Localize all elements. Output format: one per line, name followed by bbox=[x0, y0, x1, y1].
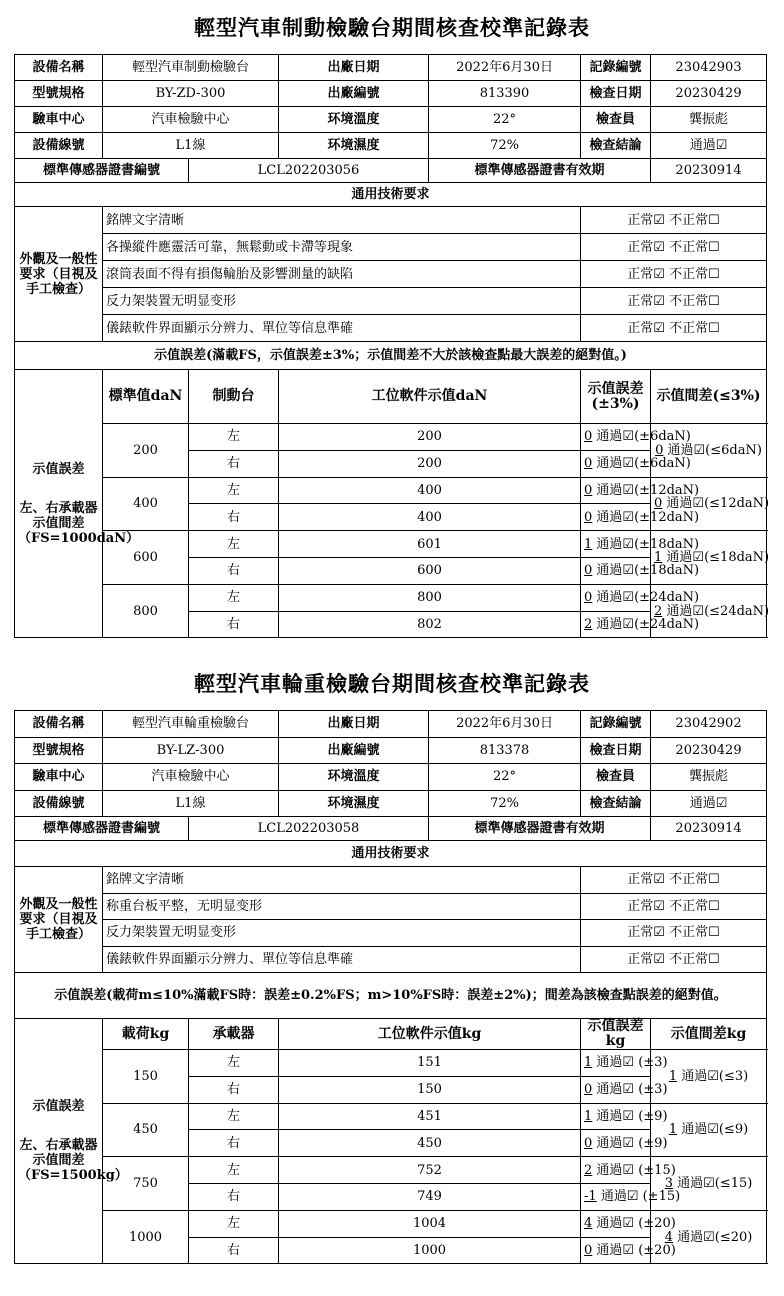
error-cell bbox=[581, 1103, 668, 1130]
info-value: 龔振彪 bbox=[651, 107, 767, 133]
error-rule-row bbox=[15, 342, 767, 370]
difference-pass-text: 通過☑(≤15) bbox=[672, 1175, 753, 1191]
info-value: 2022年6月30日 bbox=[429, 55, 581, 81]
appearance-item-status: 正常☑ 不正常☐ bbox=[581, 288, 767, 315]
side-cell: 右 bbox=[189, 1130, 279, 1157]
appearance-item-status: 正常☑ 不正常☐ bbox=[581, 261, 767, 288]
info-row bbox=[15, 107, 767, 133]
data-row bbox=[15, 477, 767, 504]
side-cell: 左 bbox=[189, 1050, 279, 1077]
info-label: 驗車中心 bbox=[15, 107, 103, 133]
appearance-item-status: 正常☑ 不正常☐ bbox=[581, 893, 767, 920]
standard-value: 750 bbox=[103, 1157, 189, 1211]
error-number: 1 bbox=[584, 1108, 593, 1124]
error-cell bbox=[581, 450, 691, 477]
side-cell: 右 bbox=[189, 1183, 279, 1210]
error-cell bbox=[581, 584, 700, 611]
info-label: 記錄編號 bbox=[581, 55, 651, 81]
info-value: 813378 bbox=[429, 737, 581, 764]
info-label: 型號規格 bbox=[15, 81, 103, 107]
indication-error-label-1: 示值誤差 bbox=[32, 1099, 85, 1115]
column-header: 標準值daN bbox=[103, 370, 189, 424]
general-requirements-header: 通用技術要求 bbox=[15, 841, 767, 867]
standard-value: 1000 bbox=[103, 1210, 189, 1264]
difference-number: 1 bbox=[668, 1122, 678, 1138]
appearance-item-text: 銘牌文字清晰 bbox=[103, 207, 581, 234]
cert-no-label: 標準傳感器證書編號 bbox=[15, 817, 189, 841]
reading-cell: 400 bbox=[279, 477, 581, 504]
reading-cell: 800 bbox=[279, 584, 581, 611]
side-cell: 右 bbox=[189, 450, 279, 477]
info-value: 72% bbox=[429, 133, 581, 159]
info-label: 檢查結論 bbox=[581, 790, 651, 817]
error-cell bbox=[581, 557, 700, 584]
error-cell bbox=[581, 477, 700, 504]
error-number: 0 bbox=[584, 1135, 593, 1151]
indication-error-label-1: 示值誤差 bbox=[32, 461, 85, 477]
standard-value: 800 bbox=[103, 584, 189, 638]
appearance-item-status: 正常☑ 不正常☐ bbox=[581, 207, 767, 234]
error-rule-text: 示值誤差(滿載FS，示值誤差±3%；示值間差不大於該檢查點最大誤差的絕對值。) bbox=[15, 342, 767, 370]
data-row bbox=[15, 1050, 767, 1077]
error-pass-text: 通過☑ (±3) bbox=[592, 1055, 668, 1071]
appearance-item-status: 正常☑ 不正常☐ bbox=[581, 315, 767, 342]
error-rule-row bbox=[15, 973, 767, 1019]
error-number: 0 bbox=[584, 509, 593, 525]
error-pass-text: 通過☑(±24daN) bbox=[592, 590, 700, 606]
side-cell: 右 bbox=[189, 557, 279, 584]
error-number: 0 bbox=[584, 1242, 593, 1258]
info-value: 20230429 bbox=[651, 737, 767, 764]
column-header: 示值間差(≤3%) bbox=[651, 370, 767, 424]
error-pass-text: 通過☑ (±15) bbox=[592, 1162, 676, 1178]
appearance-row bbox=[15, 893, 767, 920]
form-title: 輕型汽車制動檢驗台期間核查校準記錄表 bbox=[194, 15, 590, 40]
info-value: BY-ZD-300 bbox=[103, 81, 279, 107]
column-header: 載荷kg bbox=[103, 1019, 189, 1050]
info-value: 2022年6月30日 bbox=[429, 711, 581, 738]
error-pass-text: 通過☑(±18daN) bbox=[592, 536, 700, 552]
certificate-row bbox=[15, 817, 767, 841]
cert-valid-label: 標準傳感器證書有效期 bbox=[429, 159, 651, 183]
side-cell: 左 bbox=[189, 531, 279, 558]
info-value: 813390 bbox=[429, 81, 581, 107]
error-pass-text: 通過☑ (±20) bbox=[592, 1216, 676, 1232]
info-label: 环境濕度 bbox=[279, 133, 429, 159]
column-header: 示值誤差kg bbox=[581, 1019, 651, 1050]
info-row bbox=[15, 764, 767, 791]
reading-cell: 400 bbox=[279, 504, 581, 531]
difference-number: 3 bbox=[664, 1175, 673, 1191]
error-number: -1 bbox=[584, 1189, 597, 1205]
appearance-item-text: 各操縱件應靈活可靠，無鬆動或卡滯等現象 bbox=[103, 234, 581, 261]
error-rule-text: 示值誤差(載荷m≤10%滿載FS時：誤差±0.2%FS；m>10%FS時：誤差±2%)；間差為該檢查點誤差的絕對值。 bbox=[15, 973, 767, 1019]
info-value: BY-LZ-300 bbox=[103, 737, 279, 764]
info-value: 通過☑ bbox=[651, 790, 767, 817]
side-cell: 右 bbox=[189, 1076, 279, 1103]
error-pass-text: 通過☑ (±9) bbox=[592, 1108, 668, 1124]
info-label: 檢查結論 bbox=[581, 133, 651, 159]
info-label: 出廠日期 bbox=[279, 711, 429, 738]
error-number: 0 bbox=[584, 429, 593, 445]
error-cell bbox=[581, 1210, 676, 1237]
error-cell bbox=[581, 1237, 676, 1264]
difference-number: 1 bbox=[668, 1068, 678, 1084]
info-value: 23042903 bbox=[651, 55, 767, 81]
reading-cell: 1004 bbox=[279, 1210, 581, 1237]
info-label: 檢查日期 bbox=[581, 81, 651, 107]
difference-number: 1 bbox=[654, 549, 663, 565]
cert-valid-value: 20230914 bbox=[651, 817, 767, 841]
error-pass-text: 通過☑ (±15) bbox=[596, 1189, 681, 1205]
info-value: 輕型汽車輪重檢驗台 bbox=[103, 711, 279, 738]
appearance-item-text: 反力架裝置无明显变形 bbox=[103, 288, 581, 315]
appearance-item-status: 正常☑ 不正常☐ bbox=[581, 234, 767, 261]
side-cell: 左 bbox=[189, 424, 279, 451]
info-value: 龔振彪 bbox=[651, 764, 767, 791]
side-cell: 右 bbox=[189, 504, 279, 531]
side-cell: 右 bbox=[189, 611, 279, 638]
error-number: 0 bbox=[584, 456, 593, 472]
standard-value: 600 bbox=[103, 531, 189, 585]
error-cell bbox=[581, 1050, 668, 1077]
appearance-item-status: 正常☑ 不正常☐ bbox=[581, 920, 767, 947]
side-cell: 左 bbox=[189, 477, 279, 504]
reading-cell: 601 bbox=[279, 531, 581, 558]
appearance-label: 外觀及一般性要求（目視及手工檢查） bbox=[15, 207, 103, 342]
difference-number: 2 bbox=[654, 603, 663, 619]
cert-no-label: 標準傳感器證書編號 bbox=[15, 159, 189, 183]
reading-cell: 802 bbox=[279, 611, 581, 638]
info-label: 記錄編號 bbox=[581, 711, 651, 738]
cert-no-value: LCL202203056 bbox=[189, 159, 429, 183]
info-label: 出廠日期 bbox=[279, 55, 429, 81]
info-label: 設備線號 bbox=[15, 133, 103, 159]
reading-cell: 1000 bbox=[279, 1237, 581, 1264]
info-value: 72% bbox=[429, 790, 581, 817]
appearance-row bbox=[15, 234, 767, 261]
info-label: 檢查日期 bbox=[581, 737, 651, 764]
info-value: L1線 bbox=[103, 133, 279, 159]
info-value: L1線 bbox=[103, 790, 279, 817]
error-pass-text: 通過☑(±6daN) bbox=[592, 456, 691, 472]
data-row bbox=[15, 424, 767, 451]
appearance-row bbox=[15, 207, 767, 234]
section-header-row bbox=[15, 841, 767, 867]
column-header: 承載器 bbox=[189, 1019, 279, 1050]
general-requirements-header: 通用技術要求 bbox=[15, 183, 767, 207]
reading-cell: 450 bbox=[279, 1130, 581, 1157]
info-value: 20230429 bbox=[651, 81, 767, 107]
info-label: 設備名稱 bbox=[15, 55, 103, 81]
info-value: 汽車檢驗中心 bbox=[103, 764, 279, 791]
column-header: 制動台 bbox=[189, 370, 279, 424]
error-pass-text: 通過☑ (±20) bbox=[592, 1242, 676, 1258]
error-number: 4 bbox=[584, 1216, 593, 1232]
error-pass-text: 通過☑(±12daN) bbox=[592, 482, 700, 498]
reading-cell: 752 bbox=[279, 1157, 581, 1184]
info-label: 出廠編號 bbox=[279, 737, 429, 764]
appearance-item-text: 反力架裝置无明显变形 bbox=[103, 920, 581, 947]
reading-cell: 451 bbox=[279, 1103, 581, 1130]
appearance-row bbox=[15, 315, 767, 342]
difference-pass-text: 通過☑(≤12daN) bbox=[662, 496, 770, 512]
info-label: 驗車中心 bbox=[15, 764, 103, 791]
error-cell bbox=[581, 1076, 668, 1103]
record-table bbox=[14, 710, 767, 1264]
error-pass-text: 通過☑ (±3) bbox=[592, 1082, 668, 1098]
cert-valid-value: 20230914 bbox=[651, 159, 767, 183]
reading-cell: 200 bbox=[279, 450, 581, 477]
data-row bbox=[15, 1210, 767, 1237]
column-header-row bbox=[15, 370, 767, 424]
side-cell: 左 bbox=[189, 584, 279, 611]
appearance-row bbox=[15, 946, 767, 973]
difference-pass-text: 通過☑(≤20) bbox=[672, 1229, 753, 1245]
error-number: 0 bbox=[584, 1082, 593, 1098]
appearance-label: 外觀及一般性要求（目視及手工檢查） bbox=[15, 867, 103, 973]
side-cell: 左 bbox=[189, 1157, 279, 1184]
info-label: 檢查員 bbox=[581, 107, 651, 133]
appearance-item-text: 滾筒表面不得有損傷輪胎及影響測量的缺陷 bbox=[103, 261, 581, 288]
info-label: 設備名稱 bbox=[15, 711, 103, 738]
info-label: 环境濕度 bbox=[279, 790, 429, 817]
info-row bbox=[15, 790, 767, 817]
info-label: 出廠編號 bbox=[279, 81, 429, 107]
error-cell bbox=[581, 1183, 681, 1210]
difference-cell bbox=[651, 1050, 767, 1104]
error-number: 1 bbox=[584, 1055, 593, 1071]
appearance-row bbox=[15, 288, 767, 315]
error-number: 0 bbox=[584, 563, 593, 579]
info-row bbox=[15, 81, 767, 107]
side-cell: 左 bbox=[189, 1210, 279, 1237]
appearance-row bbox=[15, 867, 767, 894]
record-table bbox=[14, 54, 770, 638]
section-header-row bbox=[15, 183, 767, 207]
standard-value: 400 bbox=[103, 477, 189, 531]
data-row bbox=[15, 584, 767, 611]
error-number: 2 bbox=[584, 616, 593, 632]
error-number: 0 bbox=[584, 482, 593, 498]
appearance-item-text: 銘牌文字清晰 bbox=[103, 867, 581, 894]
difference-cell bbox=[651, 1103, 767, 1157]
appearance-item-status: 正常☑ 不正常☐ bbox=[581, 946, 767, 973]
difference-pass-text: 通過☑(≤3) bbox=[677, 1068, 749, 1084]
error-number: 0 bbox=[584, 590, 593, 606]
difference-pass-text: 通過☑(≤24daN) bbox=[662, 603, 770, 619]
error-pass-text: 通過☑ (±9) bbox=[592, 1135, 668, 1151]
info-row bbox=[15, 711, 767, 738]
info-row bbox=[15, 737, 767, 764]
column-header: 示值間差kg bbox=[651, 1019, 767, 1050]
side-cell: 右 bbox=[189, 1237, 279, 1264]
certificate-row bbox=[15, 159, 767, 183]
cert-no-value: LCL202203058 bbox=[189, 817, 429, 841]
reading-cell: 600 bbox=[279, 557, 581, 584]
difference-number: 0 bbox=[655, 442, 664, 458]
error-cell bbox=[581, 611, 700, 638]
appearance-row bbox=[15, 920, 767, 947]
info-label: 环境溫度 bbox=[279, 107, 429, 133]
reading-cell: 150 bbox=[279, 1076, 581, 1103]
appearance-item-text: 儀錶軟件界面顯示分辨力、單位等信息準確 bbox=[103, 946, 581, 973]
info-row bbox=[15, 133, 767, 159]
form-title: 輕型汽車輪重檢驗台期間核查校準記錄表 bbox=[194, 671, 590, 696]
side-cell: 左 bbox=[189, 1103, 279, 1130]
indication-error-label-2: 左、右承載器示值間差（FS=1000daN） bbox=[18, 500, 140, 546]
appearance-item-status: 正常☑ 不正常☐ bbox=[581, 867, 767, 894]
appearance-item-text: 儀錶軟件界面顯示分辨力、單位等信息準確 bbox=[103, 315, 581, 342]
standard-value: 150 bbox=[103, 1050, 189, 1104]
indication-error-label-2: 左、右承載器示值間差（FS=1500kg） bbox=[18, 1138, 128, 1184]
column-header: 工位軟件示值kg bbox=[279, 1019, 581, 1050]
difference-pass-text: 通過☑(≤6daN) bbox=[663, 442, 762, 458]
error-pass-text: 通過☑(±6daN) bbox=[592, 429, 691, 445]
appearance-item-text: 称重台板平整，无明显变形 bbox=[103, 893, 581, 920]
info-value: 汽車檢驗中心 bbox=[103, 107, 279, 133]
error-pass-text: 通過☑(±18daN) bbox=[592, 563, 700, 579]
difference-number: 4 bbox=[664, 1229, 673, 1245]
appearance-row bbox=[15, 261, 767, 288]
error-cell bbox=[581, 504, 700, 531]
cert-valid-label: 標準傳感器證書有效期 bbox=[429, 817, 651, 841]
info-label: 設備線號 bbox=[15, 790, 103, 817]
difference-number: 0 bbox=[654, 496, 663, 512]
error-pass-text: 通過☑(±12daN) bbox=[592, 509, 700, 525]
standard-value: 200 bbox=[103, 424, 189, 478]
indication-error-label bbox=[15, 370, 140, 638]
info-value: 23042902 bbox=[651, 711, 767, 738]
info-value: 22° bbox=[429, 107, 581, 133]
error-cell bbox=[581, 424, 691, 451]
info-label: 型號規格 bbox=[15, 737, 103, 764]
reading-cell: 749 bbox=[279, 1183, 581, 1210]
error-pass-text: 通過☑(±24daN) bbox=[592, 616, 700, 632]
column-header-row bbox=[15, 1019, 767, 1050]
indication-error-label bbox=[15, 1019, 128, 1264]
standard-value: 450 bbox=[103, 1103, 189, 1157]
info-label: 檢查員 bbox=[581, 764, 651, 791]
error-cell bbox=[581, 531, 700, 558]
column-header: 工位軟件示值daN bbox=[279, 370, 581, 424]
reading-cell: 200 bbox=[279, 424, 581, 451]
error-cell bbox=[581, 1157, 676, 1184]
error-number: 2 bbox=[584, 1162, 593, 1178]
info-value: 22° bbox=[429, 764, 581, 791]
info-label: 环境溫度 bbox=[279, 764, 429, 791]
column-header: 示值誤差(±3%) bbox=[581, 370, 651, 424]
difference-pass-text: 通過☑(≤18daN) bbox=[662, 549, 770, 565]
reading-cell: 151 bbox=[279, 1050, 581, 1077]
info-value: 輕型汽車制動檢驗台 bbox=[103, 55, 279, 81]
difference-pass-text: 通過☑(≤9) bbox=[677, 1122, 749, 1138]
error-number: 1 bbox=[584, 536, 593, 552]
data-row bbox=[15, 1103, 767, 1130]
info-value: 通過☑ bbox=[651, 133, 767, 159]
error-cell bbox=[581, 1130, 668, 1157]
info-row bbox=[15, 55, 767, 81]
